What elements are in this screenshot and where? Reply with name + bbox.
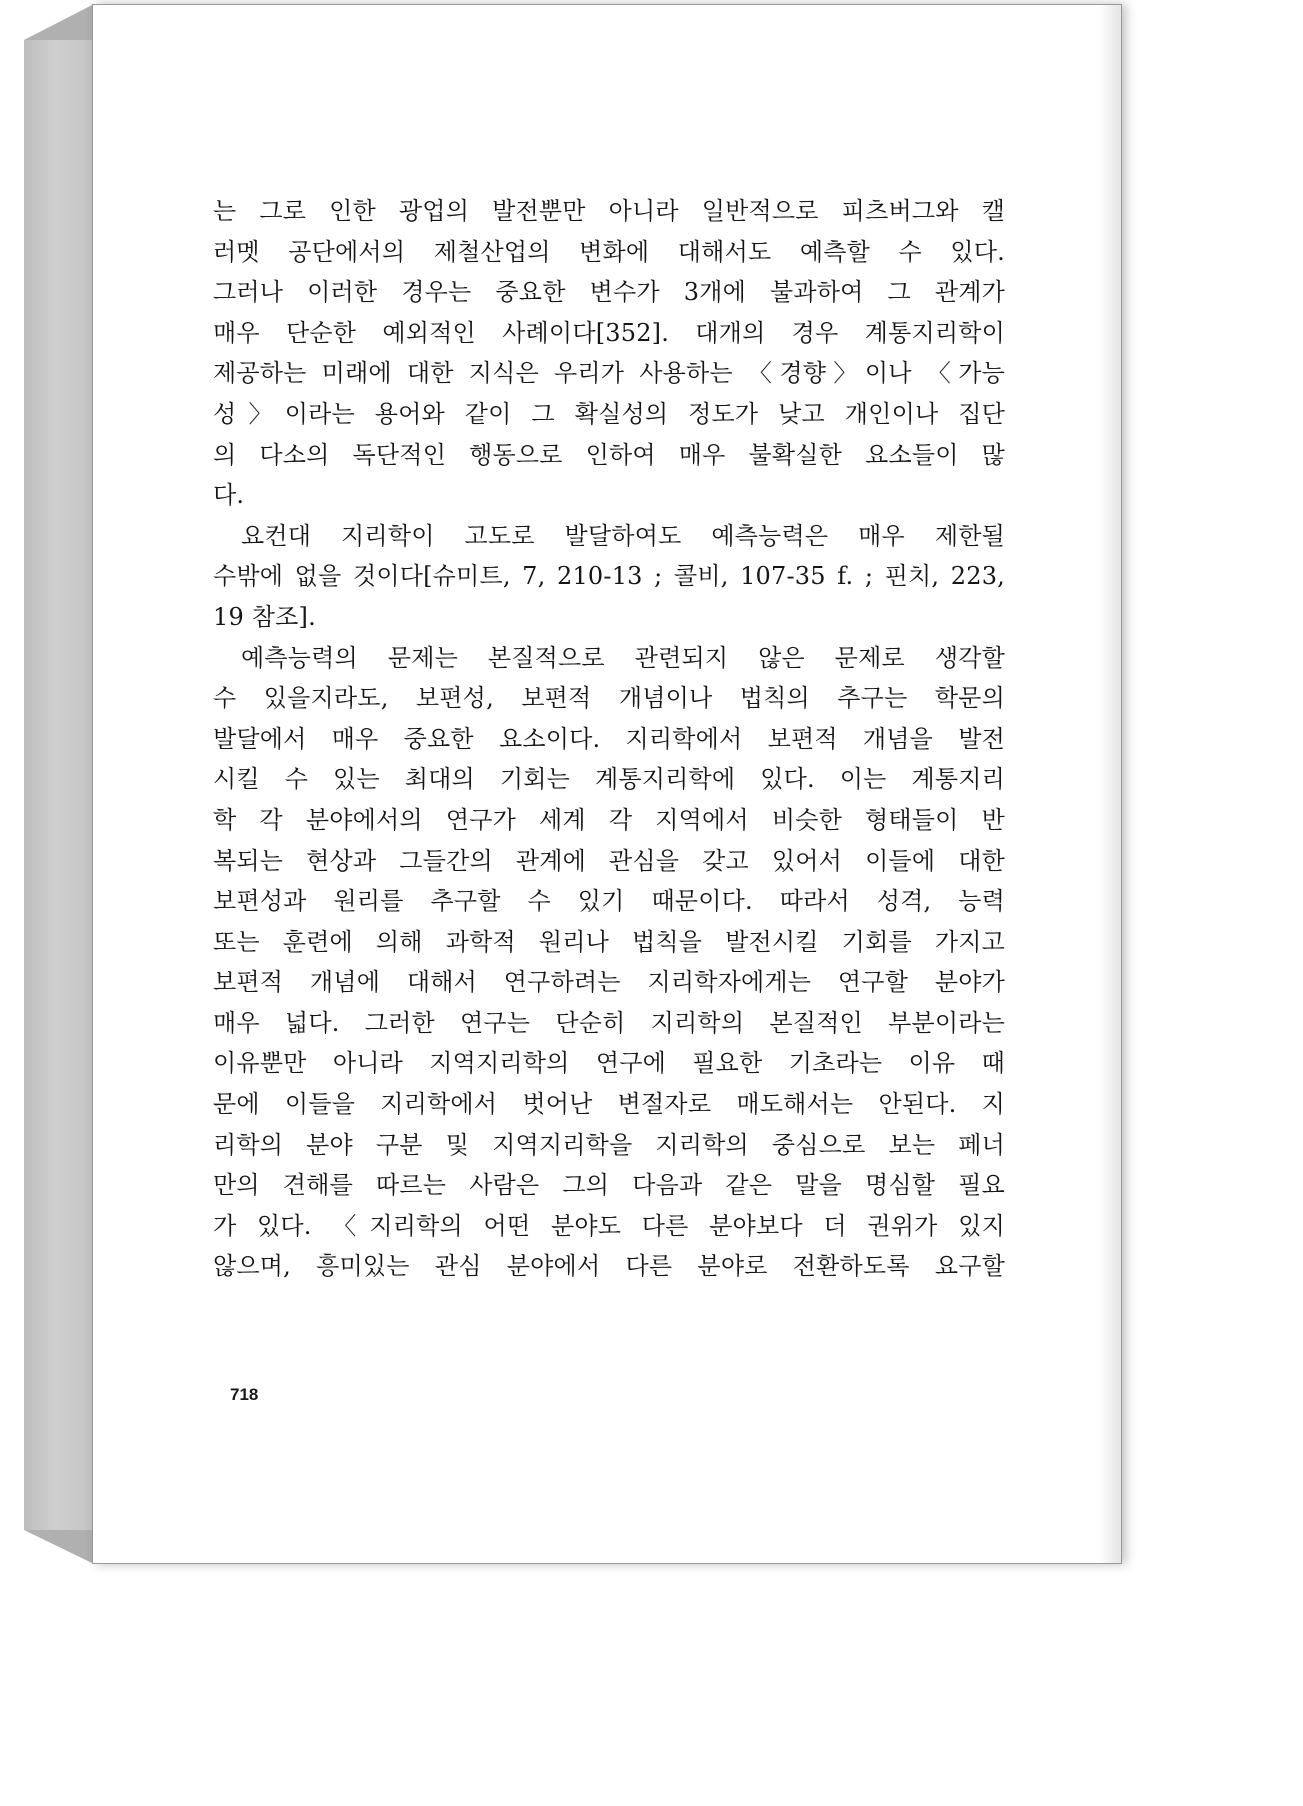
text-line: 또는 훈련에 의해 과학적 원리나 법칙을 발전시킬 기회를 가지고 [213,927,1005,956]
text-line: 성〉이라는 용어와 같이 그 확실성의 정도가 낮고 개인이나 집단 [213,399,1005,428]
text-line: 다. [213,481,245,510]
text-line: 문에 이들을 지리학에서 벗어난 변절자로 매도해서는 안된다. 지 [213,1090,1005,1119]
text-line: 이유뿐만 아니라 지역지리학의 연구에 필요한 기초라는 이유 때 [213,1049,1005,1078]
text-line: 수밖에 없을 것이다[슈미트, 7, 210-13 ; 콜비, 107-35 f. ; 핀치, 223, [213,562,1005,591]
text-line: 는 그로 인한 광업의 발전뿐만 아니라 일반적으로 피츠버그와 캘 [213,197,1005,225]
page-body-text [213,191,1005,1287]
text-line: 19 참조]. [213,602,316,631]
text-line: 요컨대 지리학이 고도로 발달하여도 예측능력은 매우 제한될 [241,521,1005,550]
text-line: 그러나 이러한 경우는 중요한 변수가 3개에 불과하여 그 관계가 [213,278,1005,307]
book-edge-bottom [24,1530,94,1564]
text-line: 의 다소의 독단적인 행동으로 인하여 매우 불확실한 요소들이 많 [213,440,1005,469]
text-line: 보편성과 원리를 추구할 수 있기 때문이다. 따라서 성격, 능력 [213,887,1005,916]
text-line: 않으며, 흥미있는 관심 분야에서 다른 분야로 전환하도록 요구할 [213,1252,1005,1281]
text-line: 가 있다. 〈지리학의 어떤 분야도 다른 분야보다 더 권위가 있지 [213,1211,1005,1240]
text-line: 러멧 공단에서의 제철산업의 변화에 대해서도 예측할 수 있다. [213,237,1005,266]
book-edge-top [24,4,94,40]
text-line: 보편적 개념에 대해서 연구하려는 지리학자에게는 연구할 분야가 [213,968,1005,997]
text-line: 매우 단순한 예외적인 사례이다[352]. 대개의 경우 계통지리학이 [213,318,1005,347]
text-line: 예측능력의 문제는 본질적으로 관련되지 않은 문제로 생각할 [241,643,1005,672]
text-line: 발달에서 매우 중요한 요소이다. 지리학에서 보편적 개념을 발전 [213,724,1005,753]
text-line: 만의 견해를 따르는 사람은 그의 다음과 같은 말을 명심할 필요 [213,1171,1005,1200]
book-page [92,4,1122,1564]
text-line: 매우 넓다. 그러한 연구는 단순히 지리학의 본질적인 부분이라는 [213,1008,1005,1037]
text-line: 제공하는 미래에 대한 지식은 우리가 사용하는 〈경향〉이나 〈가능 [213,359,1005,388]
page-number: 718 [230,1385,259,1404]
text-line: 시킬 수 있는 최대의 기회는 계통지리학에 있다. 이는 계통지리 [213,765,1005,794]
text-line: 복되는 현상과 그들간의 관계에 관심을 갖고 있어서 이들에 대한 [213,846,1005,875]
text-line: 수 있을지라도, 보편성, 보편적 개념이나 법칙의 추구는 학문의 [213,684,1005,713]
text-line: 리학의 분야 구분 및 지역지리학을 지리학의 중심으로 보는 페너 [213,1130,1005,1159]
book-spine-edge [24,40,94,1530]
text-line: 학 각 분야에서의 연구가 세계 각 지역에서 비슷한 형태들이 반 [213,805,1005,834]
